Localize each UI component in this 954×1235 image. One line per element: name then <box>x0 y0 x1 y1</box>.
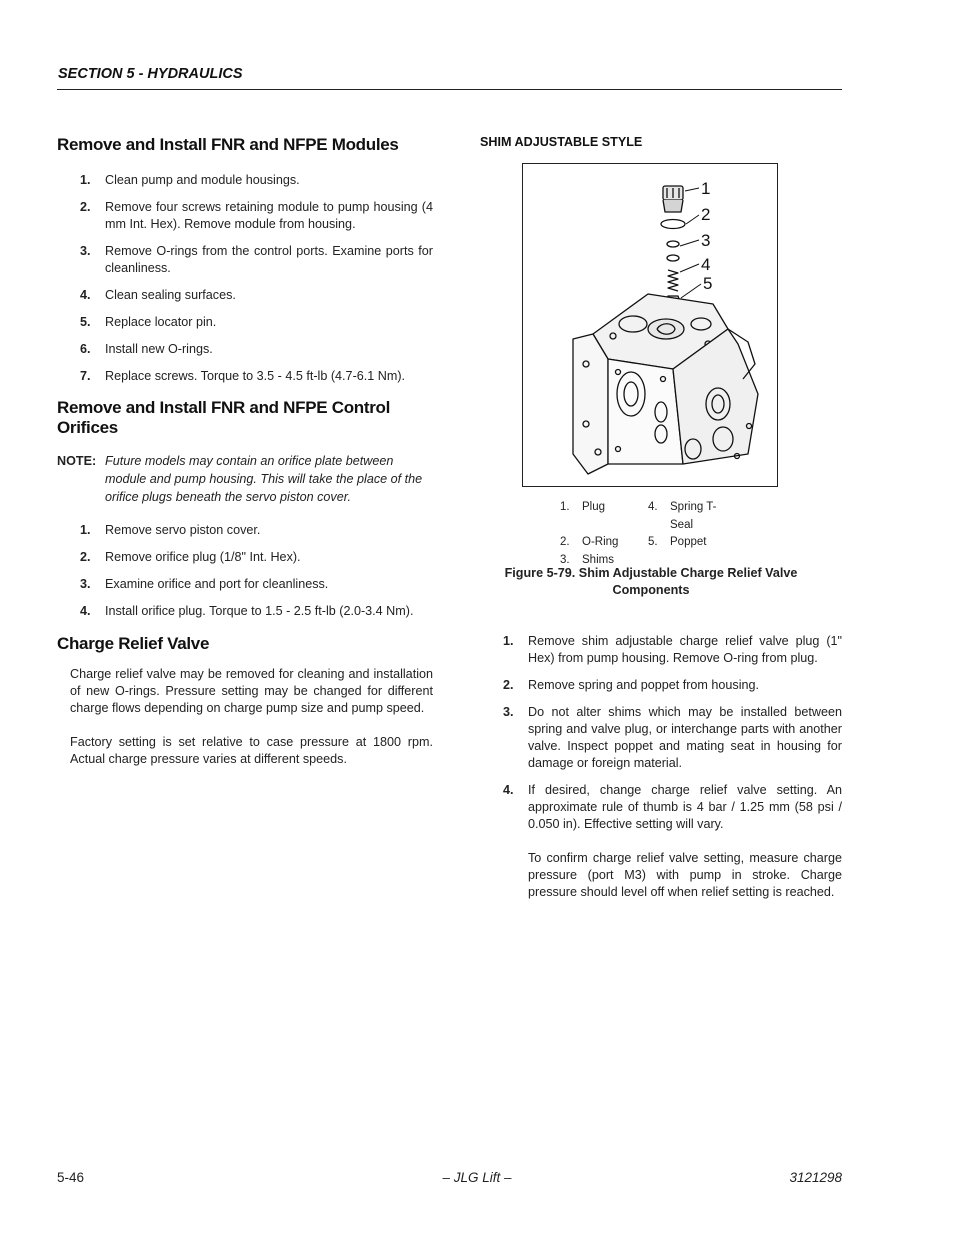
list-item: 3. Remove O-rings from the control ports. Examine ports for cleanliness. <box>80 244 433 275</box>
list-item: 3. Examine orifice and port for cleanliness. <box>80 577 329 591</box>
step-4-text: If desired, change charge relief valve setting. An approximate rule of thumb is 4 bar / 1.25 mm (58 psi / 0.050 in). Effective setting will vary. <box>528 783 842 831</box>
figure-heading: SHIM ADJUSTABLE STYLE <box>480 135 643 149</box>
callout-4: 4 <box>701 255 711 274</box>
note-text: Future models may contain an orifice plate between module and pump housing. This will take the place of the orifice plugs beneath the servo piston cover. <box>105 454 423 504</box>
list-item: 1. Remove shim adjustable charge relief valve plug (1" Hex) from pump housing. Remove O-ring from plug. <box>503 634 842 665</box>
left-column <box>57 135 433 768</box>
heading-fnr-modules: Remove and Install FNR and NFPE Modules <box>57 135 399 154</box>
note-block <box>57 452 433 506</box>
note-label: NOTE: <box>57 454 97 468</box>
right-column <box>480 135 842 915</box>
list-item: 7. Replace screws. Torque to 3.5 - 4.5 ft-lb (4.7-6.1 Nm). <box>80 369 406 383</box>
callout-3: 3 <box>701 231 711 250</box>
list-item: 2. Remove orifice plug (1/8" Int. Hex). <box>80 550 301 564</box>
figure-legend <box>560 499 736 569</box>
charge-relief-paragraph-1: Charge relief valve may be removed for cleaning and installation of new O-rings. Pressure setting may be changed for different charge flows depending on charge pump size and pump speed. <box>70 667 433 715</box>
step-4-continuation: To confirm charge relief valve setting, measure charge pressure (port M3) with pump in stroke. Charge pressure should level off when relief setting is reached. <box>528 851 842 899</box>
charge-relief-valve-illustration <box>523 164 776 485</box>
control-orifices-steps <box>57 522 433 620</box>
charge-relief-steps <box>480 633 842 901</box>
figure-caption: Figure 5-79. Shim Adjustable Charge Relief Valve Components <box>504 566 798 597</box>
legend-row: 1. Plug 4. Spring T-Seal <box>560 501 717 531</box>
charge-relief-paragraph-2: Factory setting is set relative to case pressure at 1800 rpm. Actual charge pressure varies at different speeds. <box>70 735 433 766</box>
legend-row: 3. Shims <box>560 553 614 566</box>
document-number: 3121298 <box>789 1170 842 1185</box>
figure-frame <box>522 163 778 487</box>
list-item: 3. Do not alter shims which may be installed between spring and valve plug, or interchange parts with another valve. Inspect poppet and mating seat in housing for damage or foreign material. <box>503 705 842 770</box>
list-item: 5. Replace locator pin. <box>80 315 217 329</box>
callout-1: 1 <box>701 179 711 198</box>
section-header: SECTION 5 - HYDRAULICS <box>58 66 243 82</box>
list-item: 4. Install orifice plug. Torque to 1.5 - 2.5 ft-lb (2.0-3.4 Nm). <box>80 604 414 618</box>
callout-2: 2 <box>701 205 711 224</box>
list-item: 4. If desired, change charge relief valve setting. An approximate rule of thumb is 4 bar / 1.25 mm (58 psi / 0.050 in). Effective setting will vary. To confirm charge relief valve setting, measure charge pressure (port M3) with pump in stroke. Charge pressure should level off when relief setting is reached. <box>503 783 842 899</box>
header-rule <box>57 89 842 90</box>
list-item: 1. Clean pump and module housings. <box>80 173 300 187</box>
heading-charge-relief-valve: Charge Relief Valve <box>57 634 210 653</box>
list-item: 6. Install new O-rings. <box>80 342 213 356</box>
legend-row: 2. O-Ring 5. Poppet <box>560 536 707 548</box>
list-item: 1. Remove servo piston cover. <box>80 523 261 537</box>
footer-brand: – JLG Lift – <box>442 1170 512 1185</box>
page-number: 5-46 <box>57 1170 85 1185</box>
callout-5: 5 <box>703 274 713 293</box>
list-item: 4. Clean sealing surfaces. <box>80 288 236 302</box>
heading-control-orifices: Remove and Install FNR and NFPE Control Orifices <box>57 398 391 437</box>
fnr-modules-steps <box>57 172 433 385</box>
list-item: 2. Remove spring and poppet from housing. <box>503 678 760 692</box>
list-item: 2. Remove four screws retaining module to pump housing (4 mm Int. Hex). Remove module from housing. <box>80 200 433 231</box>
